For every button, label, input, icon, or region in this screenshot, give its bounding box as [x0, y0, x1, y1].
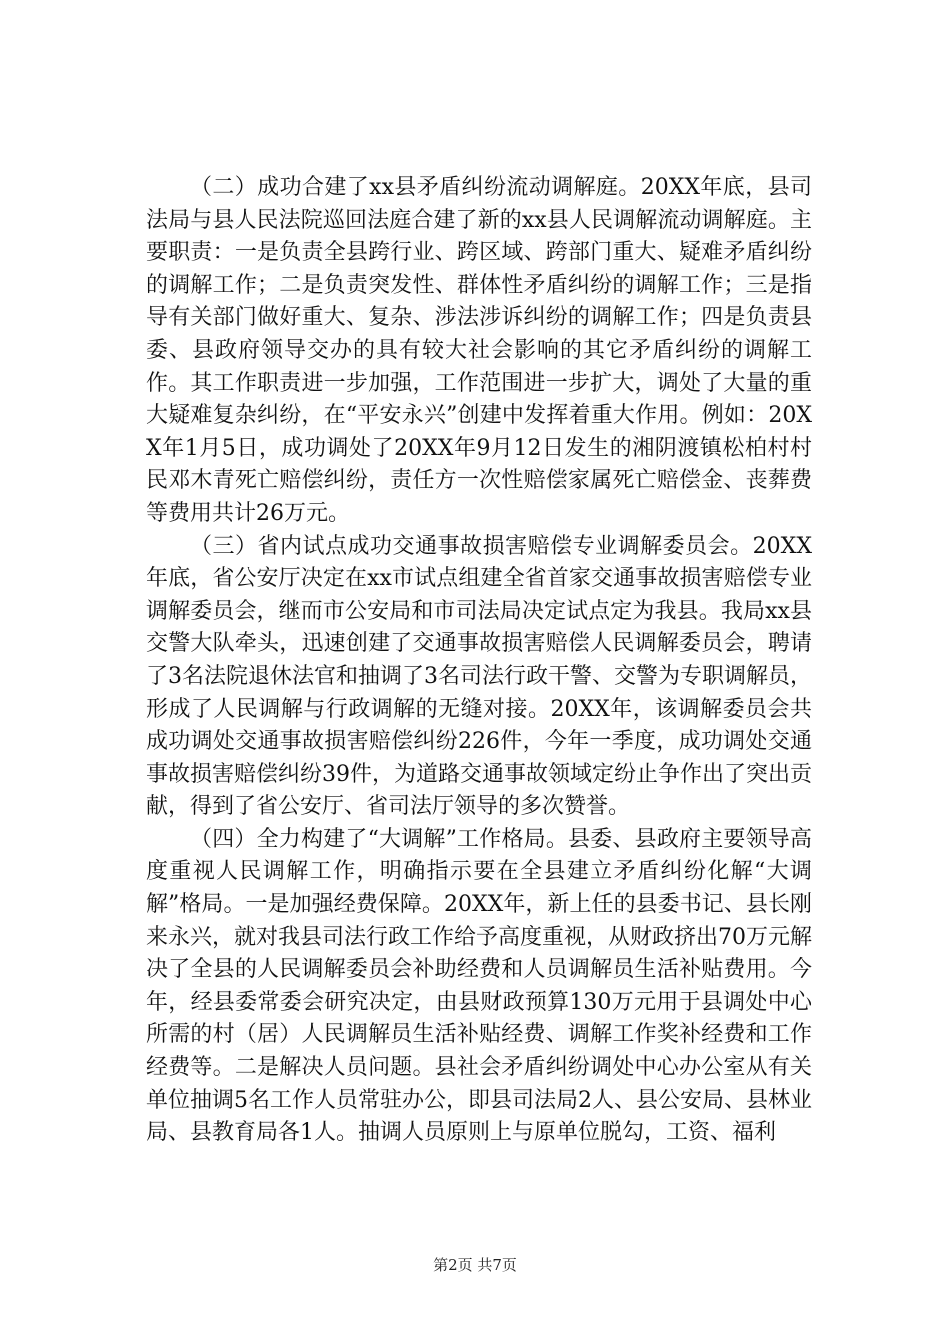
page-number: 第2页 共7页	[433, 1256, 517, 1274]
paragraph-2: （二）成功合建了xx县矛盾纠纷流动调解庭。20XX年底，县司法局与县人民法院巡回法庭合建了新的xx县人民调解流动调解庭。主要职责：一是负责全县跨行业、跨区域、跨部门重大、疑难矛盾纠纷的调解工作；二是负责突发性、群体性矛盾纠纷的调解工作；三是指导有关部门做好重大、复杂、涉法涉诉纠纷的调解工作；四是负责县委、县政府领导交办的具有较大社会影响的其它矛盾纠纷的调解工作。其工作职责进一步加强，工作范围进一步扩大，调处了大量的重大疑难复杂纠纷，在“平安永兴”创建中发挥着重大作用。例如：20XX年1月5日，成功调处了20XX年9月12日发生的湘阴渡镇松柏村村民邓木青死亡赔偿纠纷，责任方一次性赔偿家属死亡赔偿金、丧葬费等费用共计26万元。	[146, 175, 812, 526]
paragraph-4: （四）全力构建了“大调解”工作格局。县委、县政府主要领导高度重视人民调解工作，明确指示要在全县建立矛盾纠纷化解“大调解”格局。一是加强经费保障。20XX年，新上任的县委书记、县长刚来永兴，就对我县司法行政工作给予高度重视，从财政挤出70万元解决了全县的人民调解委员会补助经费和人员调解员生活补贴费用。今年，经县委常委会研究决定，由县财政预算130万元用于县调处中心所需的村（居）人民调解员生活补贴经费、调解工作奖补经费和工作经费等。二是解决人员问题。县社会矛盾纠纷调处中心办公室从有关单位抽调5名工作人员常驻办公，即县司法局2人、县公安局、县林业局、县教育局各1人。抽调人员原则上与原单位脱勾，工资、福利	[146, 826, 812, 1146]
page-footer	[0, 1254, 950, 1275]
document-body	[146, 172, 812, 1150]
paragraph-3: （三）省内试点成功交通事故损害赔偿专业调解委员会。20XX年底，省公安厅决定在xx市试点组建全省首家交通事故损害赔偿专业调解委员会，继而市公安局和市司法局决定试点定为我县。我局xx县交警大队牵头，迅速创建了交通事故损害赔偿人民调解委员会，聘请了3名法院退休法官和抽调了3名司法行政干警、交警为专职调解员，形成了人民调解与行政调解的无缝对接。20XX年，该调解委员会共成功调处交通事故损害赔偿纠纷226件，今年一季度，成功调处交通事故损害赔偿纠纷39件，为道路交通事故领域定纷止争作出了突出贡献，得到了省公安厅、省司法厅领导的多次赞誉。	[146, 533, 812, 820]
